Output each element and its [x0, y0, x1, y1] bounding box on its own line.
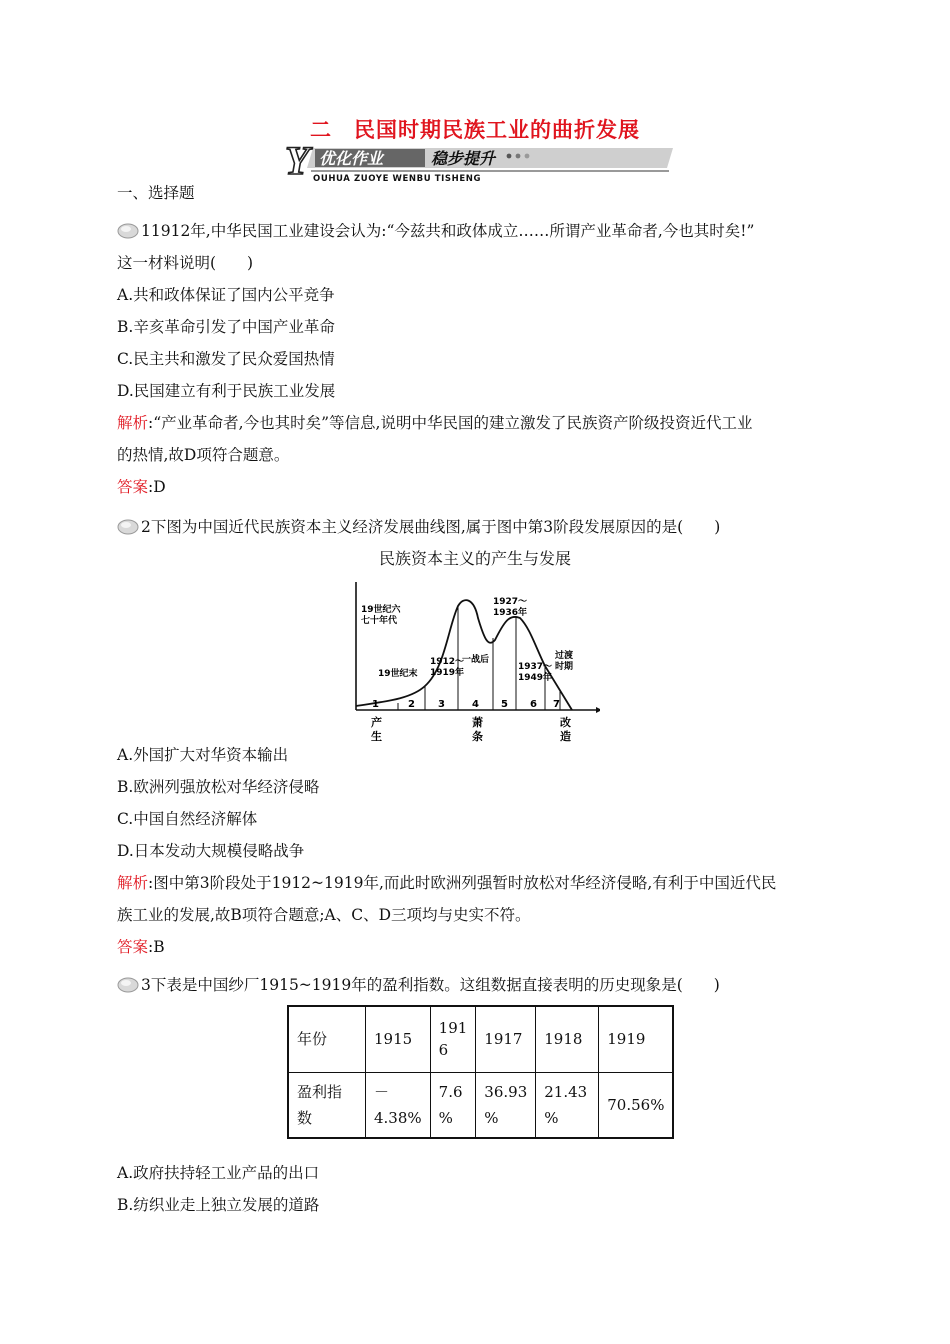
q1-option-c: C.民主共和激发了民众爱国热情	[117, 350, 335, 368]
table-cell: 1919	[599, 1006, 674, 1072]
table-cell	[430, 1072, 476, 1138]
annotation-transition-line2: 时期	[555, 662, 574, 672]
cell-line: 盈利指	[297, 1082, 343, 1101]
table-cell	[366, 1072, 431, 1138]
question-1-stem-line2: 这一材料说明( )	[117, 254, 254, 272]
stage-label-7: 7	[553, 699, 560, 710]
answer-label: 答案	[117, 938, 149, 956]
annotation-1912-line1: 1912～	[430, 657, 465, 667]
table-cell: 70.56%	[599, 1072, 674, 1138]
cell-line: %	[438, 1108, 453, 1127]
table-cell: 1918	[536, 1006, 599, 1072]
q2-option-a: A.外国扩大对华资本输出	[117, 746, 289, 764]
answer-label: 答案	[117, 478, 149, 496]
stage-label-4: 4	[472, 699, 479, 710]
x-label-depression-a: 萧	[472, 716, 483, 729]
x-label-transformation-b: 造	[560, 730, 571, 743]
x-label-depression-b: 条	[472, 730, 483, 743]
cell-line: %	[484, 1108, 499, 1127]
stage-label-2: 2	[408, 699, 415, 710]
analysis-text: :“产业革命者,今也其时矣”等信息,说明中华民国的建立激发了民族资产阶级投资近代工业	[148, 414, 753, 432]
cell-line: 4.38%	[374, 1108, 422, 1127]
banner-dot	[525, 154, 530, 159]
annotation-1937-line1: 1937～	[518, 662, 553, 672]
page-title: 二 民国时期民族工业的曲折发展	[310, 118, 640, 142]
cell-line: 36.93	[484, 1082, 528, 1101]
question-bullet-icon	[117, 975, 139, 993]
table-cell	[288, 1072, 366, 1138]
banner-text-b: 稳步提升	[431, 149, 496, 168]
question-3-text: 3下表是中国纱厂1915~1919年的盈利指数。这组数据直接表明的历史现象是( )	[141, 976, 720, 994]
q1-option-b: B.辛亥革命引发了中国产业革命	[117, 318, 335, 336]
cell-line: 7.6	[438, 1082, 463, 1101]
q2-option-b: B.欧洲列强放松对华经济侵略	[117, 778, 320, 796]
annotation-1860s-line2: 七十年代	[361, 616, 398, 626]
cell-line: 21.43	[544, 1082, 588, 1101]
question-bullet-icon	[117, 517, 139, 535]
question-2-stem	[117, 516, 720, 538]
stage-label-1: 1	[372, 699, 379, 710]
analysis-text: :图中第3阶段处于1912~1919年,而此时欧洲列强暂时放松对华经济侵略,有利于中国近代民	[148, 874, 777, 892]
question-bullet-icon	[117, 221, 139, 239]
table-cell	[476, 1072, 536, 1138]
question-3-stem	[117, 974, 720, 996]
question-2-text: 2下图为中国近代民族资本主义经济发展曲线图,属于图中第3阶段发展原因的是( )	[141, 518, 721, 536]
banner-dot	[516, 154, 521, 159]
x-axis-arrow	[596, 707, 600, 713]
table-cell	[536, 1072, 599, 1138]
answer-value: :B	[148, 938, 165, 956]
annotation-1927-line1: 1927～	[493, 597, 528, 607]
banner-dot	[507, 154, 512, 159]
q1-analysis	[117, 412, 752, 434]
q3-option-b: B.纺织业走上独立发展的道路	[117, 1196, 320, 1214]
question-1-stem	[117, 220, 754, 242]
section-banner	[283, 140, 673, 184]
question-1-text: 11912年,中华民国工业建设会认为:“今兹共和政体成立……所谓产业革命者,今也其时矣!”	[141, 222, 755, 240]
table-cell: 1917	[476, 1006, 536, 1072]
annotation-postwar: 一战后	[462, 655, 490, 665]
stage-label-5: 5	[501, 699, 508, 710]
q2-analysis-line2: 族工业的发展,故B项符合题意;A、C、D三项均与史实不符。	[117, 906, 531, 924]
capitalism-development-chart	[350, 578, 600, 746]
x-label-transformation-a: 改	[560, 716, 571, 729]
q2-option-c: C.中国自然经济解体	[117, 810, 258, 828]
q1-option-a: A.共和政体保证了国内公平竞争	[117, 286, 335, 304]
table-row	[288, 1072, 673, 1138]
cell-line: 6	[438, 1041, 449, 1060]
table-cell: 1915	[366, 1006, 431, 1072]
q1-analysis-line2: 的热情,故D项符合题意。	[117, 446, 290, 464]
analysis-label: 解析	[117, 414, 149, 432]
chart-title: 民族资本主义的产生与发展	[378, 549, 571, 568]
cell-line: －	[374, 1082, 390, 1101]
analysis-label: 解析	[117, 874, 149, 892]
table-cell	[430, 1006, 476, 1072]
cell-line: %	[544, 1108, 559, 1127]
annotation-1937-line2: 1949年	[518, 673, 553, 683]
annotation-1927-line2: 1936年	[493, 608, 528, 618]
banner-subtitle: OUHUA ZUOYE WENBU TISHENG	[313, 174, 482, 184]
q1-answer	[117, 476, 166, 498]
annotation-1860s-line1: 19世纪六	[361, 605, 401, 615]
x-label-emergence-b: 生	[371, 730, 382, 743]
annotation-1912-line2: 1919年	[430, 668, 465, 678]
annotation-transition-line1: 过渡	[555, 651, 574, 661]
q1-option-d: D.民国建立有利于民族工业发展	[117, 382, 336, 400]
table-cell: 年份	[288, 1006, 366, 1072]
q2-option-d: D.日本发动大规模侵略战争	[117, 842, 305, 860]
answer-value: :D	[148, 478, 166, 496]
q2-answer	[117, 936, 165, 958]
profit-index-table	[287, 1005, 674, 1139]
q2-analysis	[117, 872, 776, 894]
table-row	[288, 1006, 673, 1072]
cell-line: 数	[297, 1108, 313, 1127]
banner-text-a: 优化作业	[319, 149, 384, 168]
section-heading: 一、选择题	[117, 184, 195, 202]
stage-label-3: 3	[438, 699, 445, 710]
cell-line: 191	[438, 1019, 468, 1038]
annotation-late-19th: 19世纪末	[378, 669, 418, 679]
banner-y-letter: Y	[285, 140, 310, 183]
x-label-emergence-a: 产	[371, 716, 382, 729]
stage-label-6: 6	[530, 699, 537, 710]
q3-option-a: A.政府扶持轻工业产品的出口	[117, 1164, 320, 1182]
